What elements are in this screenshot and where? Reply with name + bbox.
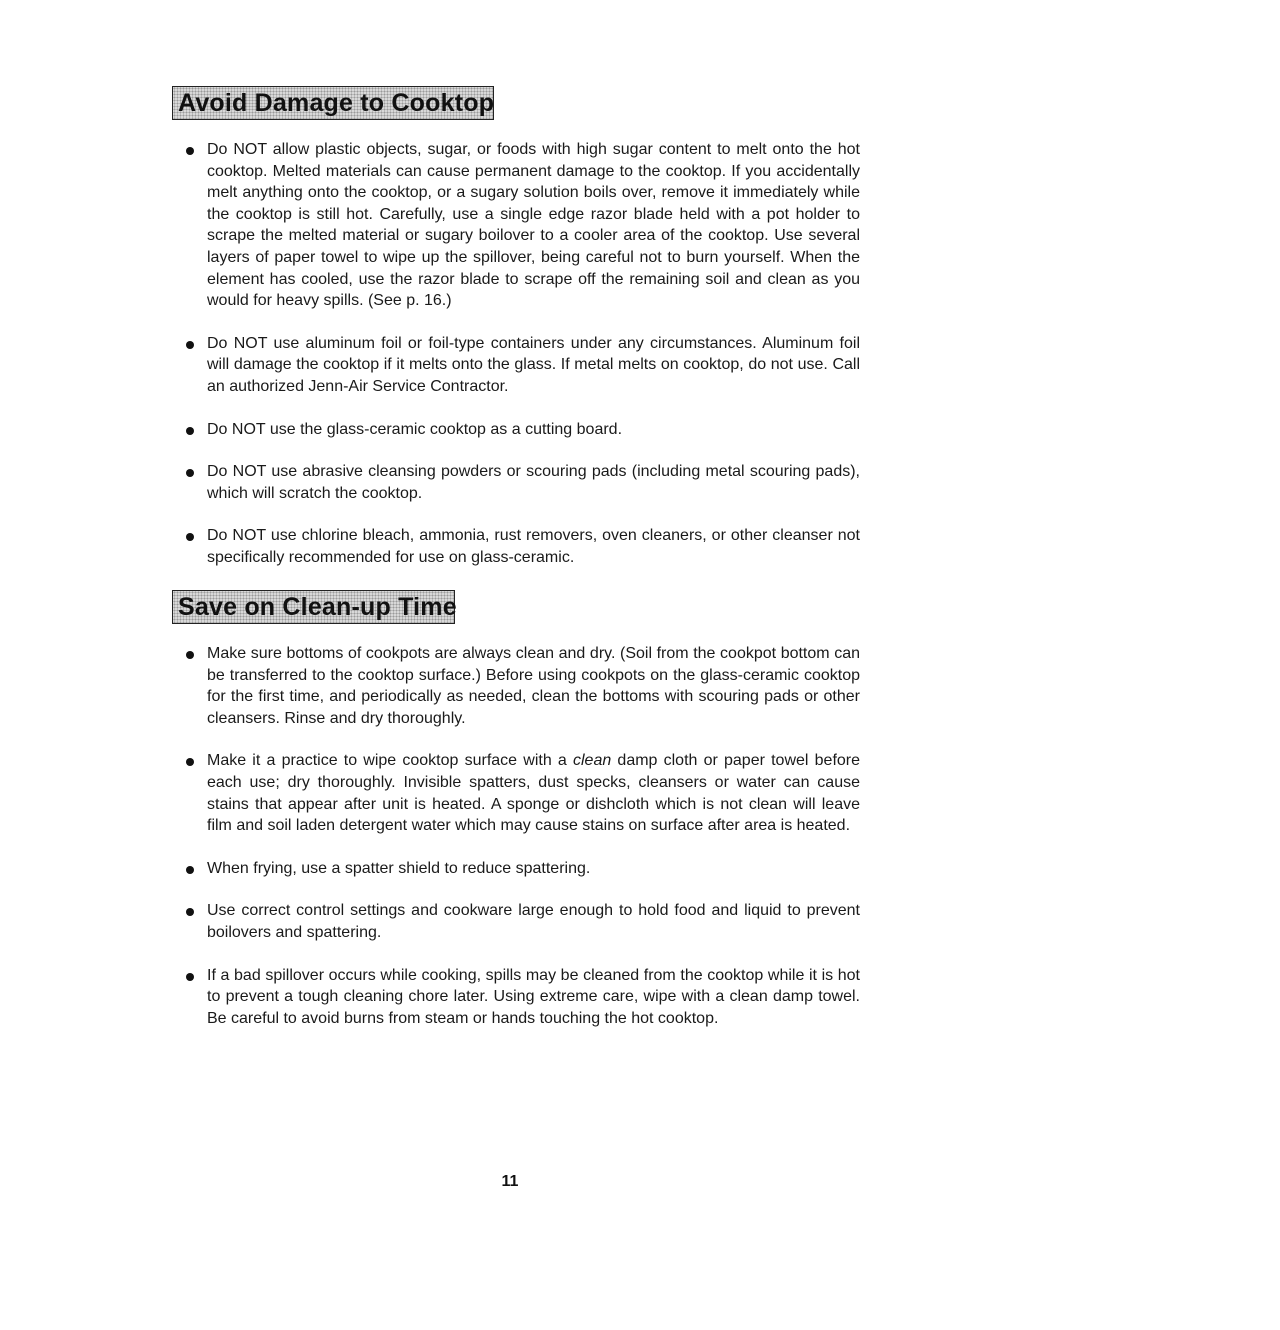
page-number: 11: [501, 1173, 519, 1190]
bullet-icon: [186, 469, 194, 477]
list-item: [184, 461, 860, 504]
bullet-icon: [186, 427, 194, 435]
list-item: [184, 139, 860, 312]
bullet-icon: [186, 147, 194, 155]
list-item: [184, 750, 860, 836]
list-item-text: Do NOT allow plastic objects, sugar, or foods with high sugar content to melt onto the hot cooktop. Melted materials can cause permanent damage to the cooktop. If you accidentally melt anything onto the cooktop, or a sugary solution boils over, remove it immediately while the cooktop is still hot. Carefully, use a single edge razor blade held with a pot holder to scrape the melted material or sugary boilover to a cooler area of the cooktop. Use several layers of paper towel to wipe up the spillover, being careful not to burn yourself. When the element has cooled, use the razor blade to scrape off the remaining soil and clean as you would for heavy spills. (See p. 16.): [207, 141, 860, 310]
list-item-text: When frying, use a spatter shield to reduce spattering.: [207, 859, 591, 877]
list-item: [184, 643, 860, 729]
section-heading-save-cleanup: [172, 590, 455, 624]
section-heading-avoid-damage: [172, 86, 494, 120]
list-item: [184, 858, 860, 880]
list-item: [184, 900, 860, 943]
bullet-icon: [186, 533, 194, 541]
list-item-text: Do NOT use abrasive cleansing powders or scouring pads (including metal scouring pads), which will scratch the cooktop.: [207, 463, 860, 502]
emphasis-text: clean: [572, 752, 612, 770]
bullet-icon: [186, 758, 194, 766]
list-item-text: Make sure bottoms of cookpots are always clean and dry. (Soil from the cookpot bottom can be transferred to the cooktop surface.) Before using cookpots on the glass-ceramic cooktop for the first time, and periodically as needed, clean the bottoms with scouring pads or other cleansers. Rinse and dry thoroughly.: [207, 645, 860, 727]
list-item: [184, 419, 860, 441]
list-item-text: [207, 752, 860, 834]
list-item-text: Do NOT use the glass-ceramic cooktop as a cutting board.: [207, 420, 623, 438]
save-cleanup-list: [184, 643, 860, 1050]
text-segment: Make it a practice to wipe cooktop surface with a: [207, 752, 573, 770]
section-heading-text: Save on Clean-up Time: [178, 592, 457, 621]
section-heading-text: Avoid Damage to Cooktop: [178, 88, 495, 117]
list-item: [184, 525, 860, 568]
list-item-text: Use correct control settings and cookware large enough to hold food and liquid to prevent boilovers and spattering.: [207, 902, 860, 941]
list-item: [184, 333, 860, 398]
list-item-text: Do NOT use aluminum foil or foil-type containers under any circumstances. Aluminum foil will damage the cooktop if it melts onto the glass. If metal melts on cooktop, do not use. Call an authorized Jenn-Air Service Contractor.: [207, 334, 860, 395]
bullet-icon: [186, 866, 194, 874]
avoid-damage-list: [184, 139, 860, 590]
list-item: [184, 965, 860, 1030]
bullet-icon: [186, 341, 194, 349]
bullet-icon: [186, 973, 194, 981]
list-item-text: Do NOT use chlorine bleach, ammonia, rust removers, oven cleaners, or other cleanser not specifically recommended for use on glass-ceramic.: [207, 527, 860, 566]
text-segment: damp cloth or paper towel before each use; dry thoroughly. Invisible spatters, dust specks, cleansers or water can cause stains that appear after unit is heated. A sponge or dishcloth which is not clean will leave film and soil laden detergent water which may cause stains on surface after area is heated.: [207, 752, 861, 835]
bullet-icon: [186, 908, 194, 916]
bullet-icon: [186, 651, 194, 659]
list-item-text: If a bad spillover occurs while cooking, spills may be cleaned from the cooktop while it is hot to prevent a tough cleaning chore later. Using extreme care, wipe with a clean damp towel. Be careful to avoid burns from steam or hands touching the hot cooktop.: [207, 966, 860, 1027]
